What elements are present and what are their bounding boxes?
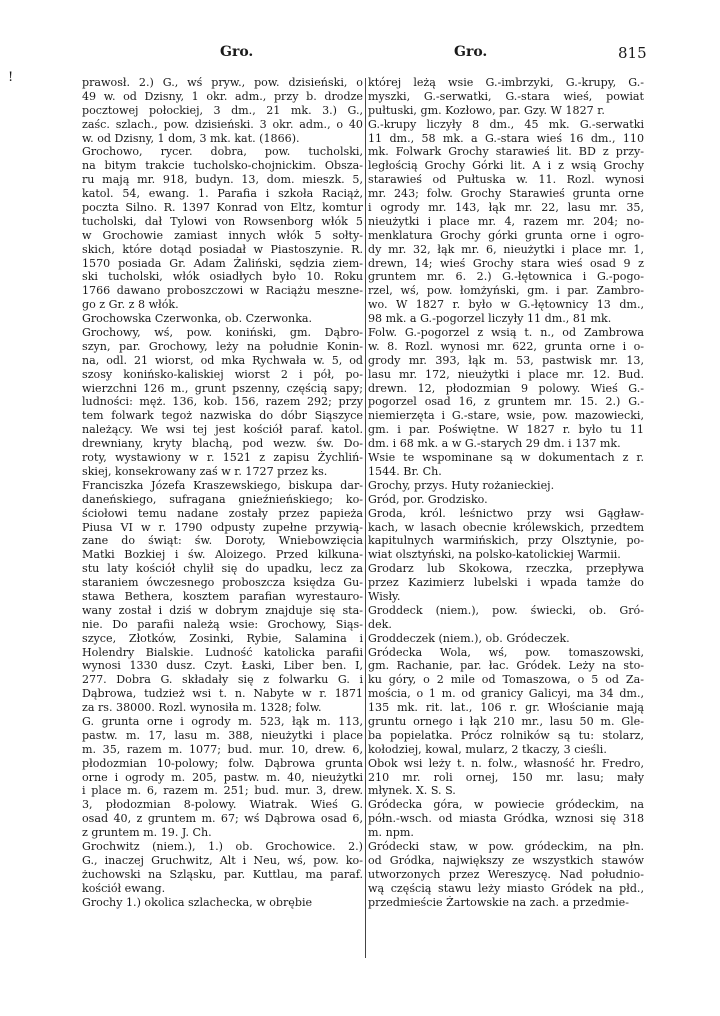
text-line: G. grunta orne i ogrody m. 523, łąk m. 113, bbox=[82, 714, 363, 728]
text-line: 98 mk. a G.-pogorzel liczyły 11 dm., 81 mk. bbox=[368, 312, 612, 326]
text-line: ludności: męż. 136, kob. 156, razem 292; przy bbox=[82, 395, 363, 409]
text-line: gruntem mr. 6. 2.) G.-łętownica i G.-pogo- bbox=[368, 270, 644, 284]
text-line: G., inaczej Gruchwitz, Alt i Neu, wś, pow. ko- bbox=[82, 853, 363, 867]
text-line: stawa Bethera, kosztem parafian wyrestauro- bbox=[82, 589, 363, 603]
text-line: ległością Grochy Górki lit. A i z wsią Grochy bbox=[368, 159, 644, 173]
text-line: półn.-wsch. od miasta Gródka, wznosi się 318 bbox=[368, 812, 644, 826]
text-line: Gródecka góra, w powiecie gródeckim, na bbox=[368, 798, 644, 812]
text-line: Wsie te wspominane są w dokumentach z r. bbox=[368, 451, 644, 465]
text-line: 11 dm., 58 mk. a G.-stara wieś 16 dm., 110 bbox=[368, 131, 644, 145]
text-line: Groda, król. leśnictwo przy wsi Gągław- bbox=[368, 506, 644, 520]
text-line: Gród, por. Grodzisko. bbox=[368, 492, 488, 506]
text-line: Grochowo, rycer. dobra, pow. tucholski, bbox=[82, 145, 363, 159]
text-line: ba popielatka. Prócz rolników są tu: stolarz, bbox=[368, 728, 644, 742]
text-line: poczta Silno. R. 1397 Konrad von Eltz, komtur bbox=[82, 201, 363, 215]
text-line: starawieś od Pułtuska w. 11. Rozl. wynosi bbox=[368, 173, 644, 187]
text-line: 135 mk. rit. lat., 106 r. gr. Włościanie mają bbox=[368, 701, 644, 715]
text-line: pastw. m. 17, lasu m. 388, nieużytki i place bbox=[82, 728, 363, 742]
text-line: prawosł. 2.) G., wś pryw., pow. dzisieński, o bbox=[82, 76, 363, 89]
margin-mark: ! bbox=[8, 70, 14, 85]
text-line: szyce, Złotków, Zosinki, Rybie, Salamina i bbox=[82, 631, 363, 645]
text-line: mościa, o 1 m. od granicy Galicyi, ma 34 dm., bbox=[368, 687, 644, 701]
text-line: stu laty kościół chylił się do upadku, lecz za bbox=[82, 562, 363, 576]
text-line: orne i ogrody m. 205, pastw. m. 40, nieużytki bbox=[82, 770, 363, 784]
text-line: 1766 dawano proboszczowi w Raciążu meszne- bbox=[82, 284, 363, 298]
text-line: z gruntem m. 19. J. Ch. bbox=[82, 826, 212, 840]
text-line: drewn, 14; wieś Grochy stara wieś osad 9 z bbox=[368, 256, 644, 270]
text-line: wą częścią stawu leży miasto Gródek na płd., bbox=[368, 881, 644, 895]
text-line: Matki Bozkiej i św. Aloizego. Przed kilkuna- bbox=[82, 548, 363, 562]
text-line: utworzonych przez Wereszycę. Nad południo- bbox=[368, 867, 644, 881]
text-line: na bitym trakcie tucholsko-chojnickim. Obsza- bbox=[82, 159, 363, 173]
text-line: za rs. 38000. Rozl. wynosiła m. 1328; folw. bbox=[82, 701, 322, 715]
text-line: na, odl. 21 wiorst, od mka Rychwała w. 5, od bbox=[82, 353, 363, 367]
text-line: Grochy, przys. Huty rożanieckiej. bbox=[368, 478, 555, 492]
text-line: nieużytki i place mr. 4, razem mr. 204; no- bbox=[368, 214, 644, 228]
text-line: gm. i par. Poświętne. W 1827 r. było tu 11 bbox=[368, 423, 644, 437]
text-line: Wisły. bbox=[368, 589, 401, 603]
text-line: m. 35, razem m. 1077; bud. mur. 10, drew. 6, bbox=[82, 742, 363, 756]
text-line: przez Kazimierz lubelski i wpada tamże do bbox=[368, 576, 644, 590]
text-line: szosy konińsko-kaliskiej wiorst 2 i pół, po- bbox=[82, 367, 363, 381]
text-line: 49 w. od Dzisny, 1 okr. adm., przy b. drodze bbox=[82, 89, 363, 103]
page-number: 815 bbox=[618, 44, 647, 62]
text-line: mr. 243; folw. Grochy Starawieś grunta orne bbox=[368, 187, 644, 201]
text-line: daneńskiego, sufragana gnieźnieńskiego; ko- bbox=[82, 492, 363, 506]
text-line: staraniem ówczesnego proboszcza księdza Gu- bbox=[82, 576, 363, 590]
text-line: pułtuski, gm. Kozłowo, par. Gzy. W 1827 r. bbox=[368, 103, 605, 117]
text-line: 210 mr. roli ornej, 150 mr. lasu; mały bbox=[368, 770, 644, 784]
text-line: wynosi 1330 dusz. Czyt. Łaski, Liber ben. I, bbox=[82, 659, 363, 673]
text-line: kapitulnych warmińskich, przy Olsztynie, po- bbox=[368, 534, 644, 548]
text-line: szyn, par. Grochowy, leży na południe Konin- bbox=[82, 339, 363, 353]
text-line: roty, wystawiony w r. 1521 z zapisu Żychliń- bbox=[82, 451, 363, 465]
text-line: go z Gr. z 8 włók. bbox=[82, 298, 179, 312]
text-line: wierzchni 126 m., grunt pszenny, częścią sapy; bbox=[82, 381, 363, 395]
text-line: której leżą wsie G.-imbrzyki, G.-krupy, G.- bbox=[368, 76, 644, 89]
text-line: zane do świąt: św. Doroty, Wniebowzięcia bbox=[82, 534, 363, 548]
text-line: dek. bbox=[368, 617, 392, 631]
text-line: ściołowi temu nadane zostały przez papieża bbox=[82, 506, 363, 520]
text-line: Grochwitz (niem.), 1.) ob. Grochowice. 2.) bbox=[82, 839, 363, 853]
text-line: drewniany, kryty blachą, pod wezw. św. Do- bbox=[82, 437, 363, 451]
text-line: G.-krupy liczyły 8 dm., 45 mk. G.-serwatki bbox=[368, 117, 644, 131]
text-line: płodozmian 10-polowy; folw. Dąbrowa grunta bbox=[82, 756, 363, 770]
text-line: 1544. Br. Ch. bbox=[368, 464, 442, 478]
text-line: nie. Do parafii należą wsie: Grochowy, Siąs- bbox=[82, 617, 363, 631]
text-line: i ogrody mr. 143, łąk mr. 22, lasu mr. 35, bbox=[368, 201, 644, 215]
text-line: zaśc. szlach., pow. dzisieński. 3 okr. adm., o 40 bbox=[82, 117, 363, 131]
header-left-term: Gro. bbox=[220, 44, 254, 60]
text-line: Grochy 1.) okolica szlachecka, w obrębie bbox=[82, 895, 313, 909]
text-line: pocztowej połockiej, 3 dm., 21 mk. 3.) G., bbox=[82, 103, 363, 117]
column-divider bbox=[365, 78, 366, 958]
text-line: dy mr. 32, łąk mr. 6, nieużytki i place mr. 1, bbox=[368, 242, 644, 256]
text-line: wany został i dziś w dobrym znajduje się sta- bbox=[82, 603, 363, 617]
text-line: Dąbrowa, tudzież wsi t. n. Nabyte w r. 1871 bbox=[82, 687, 363, 701]
text-line: drewn. 12, płodozmian 9 polowy. Wieś G.- bbox=[368, 381, 644, 395]
text-line: osad 40, z gruntem m. 67; wś Dąbrowa osad 6, bbox=[82, 812, 363, 826]
text-line: młynek. X. S. S. bbox=[368, 784, 456, 798]
text-line: ku góry, o 2 mile od Tomaszowa, o 5 od Za- bbox=[368, 673, 644, 687]
text-line: katol. 54, ewang. 1. Parafia i szkoła Raciąż, bbox=[82, 187, 363, 201]
text-line: grody mr. 393, łąk m. 53, pastwisk mr. 13, bbox=[368, 353, 644, 367]
text-line: Piusa VI w r. 1790 odpusty zupełne przywią- bbox=[82, 520, 363, 534]
text-line: Franciszka Józefa Kraszewskiego, biskupa dar- bbox=[82, 478, 363, 492]
text-line: Folw. G.-pogorzel z wsią t. n., od Zambrowa bbox=[368, 326, 644, 340]
text-line: w. 8. Rozl. wynosi mr. 622, grunta orne i o- bbox=[368, 339, 644, 353]
text-line: skich, które dotąd posiadał w Piastoszynie. R. bbox=[82, 242, 363, 256]
text-line: żuchowski na Szląsku, par. Kuttlau, ma paraf. bbox=[82, 867, 363, 881]
text-line: Grochowy, wś, pow. koniński, gm. Dąbro- bbox=[82, 326, 363, 340]
running-header bbox=[82, 44, 708, 66]
right-text-column bbox=[368, 76, 644, 909]
text-line: Obok wsi leży t. n. folw., własność hr. Fredro, bbox=[368, 756, 644, 770]
left-text-column bbox=[82, 76, 363, 909]
text-line: kościół ewang. bbox=[82, 881, 166, 895]
text-line: w Grochowie zamiast innych włók 5 sołty- bbox=[82, 228, 363, 242]
text-line: i place m. 6, razem m. 251; bud. mur. 3, drew. bbox=[82, 784, 363, 798]
header-center-term: Gro. bbox=[454, 44, 488, 60]
text-line: przedmieście Żartowskie na zach. a przedmie- bbox=[368, 895, 630, 909]
text-line: Holendry Bialskie. Ludność katolicka parafii bbox=[82, 645, 363, 659]
text-line: Grochowska Czerwonka, ob. Czerwonka. bbox=[82, 312, 313, 326]
text-line: należący. We wsi tej jest kościół paraf. katol. bbox=[82, 423, 363, 437]
text-line: m. npm. bbox=[368, 826, 414, 840]
text-line: kołodziej, kowal, mularz, 2 tkaczy, 3 cieśli. bbox=[368, 742, 607, 756]
text-line: dm. i 68 mk. a w G.-starych 29 dm. i 137 mk. bbox=[368, 437, 621, 451]
text-line: ru mają mr. 918, budyn. 13, dom. mieszk. 5, bbox=[82, 173, 363, 187]
text-line: Gródecka Wola, wś, pow. tomaszowski, bbox=[368, 645, 644, 659]
text-line: w. od Dzisny, 1 dom, 3 mk. kat. (1866). bbox=[82, 131, 300, 145]
text-line: kach, w lasach obecnie królewskich, przedtem bbox=[368, 520, 644, 534]
text-line: lasu mr. 172, nieużytki i place mr. 12. Bud. bbox=[368, 367, 644, 381]
text-line: 1570 posiada Gr. Adam Żaliński, sędzia ziem- bbox=[82, 256, 363, 270]
text-line: wiat olsztyński, na polsko-katolickiej Warmii. bbox=[368, 548, 621, 562]
text-line: Grodarz lub Skokowa, rzeczka, przepływa bbox=[368, 562, 644, 576]
text-line: rzel, wś, pow. łomżyński, gm. i par. Zambro- bbox=[368, 284, 644, 298]
text-line: 277. Dobra G. składały się z folwarku G. i bbox=[82, 673, 363, 687]
text-line: tucholski, dał Tylowi von Rowsenborg włók 5 bbox=[82, 214, 363, 228]
text-line: 3, płodozmian 8-polowy. Wiatrak. Wieś G. bbox=[82, 798, 363, 812]
text-line: Gródecki staw, w pow. gródeckim, na płn. bbox=[368, 839, 644, 853]
text-line: Groddeck (niem.), pow. świecki, ob. Gró- bbox=[368, 603, 644, 617]
text-line: wo. W 1827 r. było w G.-łętownicy 13 dm., bbox=[368, 298, 644, 312]
text-line: pogorzel osad 16, z gruntem mr. 15. 2.) G.- bbox=[368, 395, 644, 409]
text-line: skiej, konsekrowany zaś w r. 1727 przez ks. bbox=[82, 464, 328, 478]
text-line: mk. Folwark Grochy starawieś lit. BD z przy- bbox=[368, 145, 644, 159]
text-line: tem folwark tegoż nazwiska do dóbr Siąszyce bbox=[82, 409, 363, 423]
text-line: gruntu ornego i łąk 210 mr., lasu 50 m. Gle- bbox=[368, 714, 644, 728]
text-line: myszki, G.-serwatki, G.-stara wieś, powiat bbox=[368, 89, 644, 103]
text-line: menklatura Grochy górki grunta orne i ogro- bbox=[368, 228, 644, 242]
text-line: niemierzęta i G.-stare, wsie, pow. mazowiecki, bbox=[368, 409, 644, 423]
text-line: gm. Rachanie, par. łac. Gródek. Leży na sto- bbox=[368, 659, 644, 673]
text-line: od Gródka, największy ze wszystkich stawów bbox=[368, 853, 644, 867]
text-line: Groddeczek (niem.), ob. Gródeczek. bbox=[368, 631, 570, 645]
text-line: ski tucholski, włók osiadłych było 10. Roku bbox=[82, 270, 363, 284]
